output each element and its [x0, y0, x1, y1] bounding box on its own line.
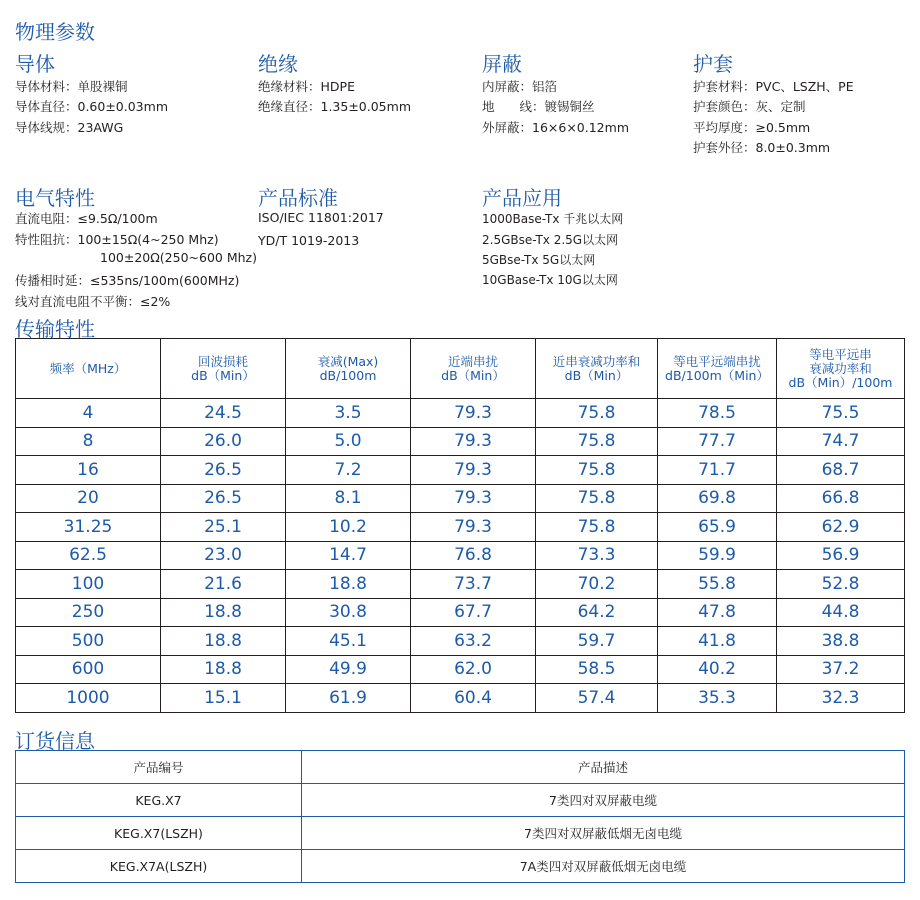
application-10g: 10GBase-Tx 10G以太网: [482, 273, 618, 287]
table-cell: 59.7: [536, 627, 658, 656]
table-cell: 32.3: [777, 684, 905, 713]
shield-outer: 外屏蔽：16×6×0.12mm: [482, 120, 629, 135]
application-5g: 5GBse-Tx 5G以太网: [482, 253, 596, 267]
impedance: 特性阻抗：100±15Ω(4~250 Mhz): [15, 232, 219, 247]
conductor-diameter: 导体直径：0.60±0.03mm: [15, 99, 168, 114]
table-cell: 14.7: [286, 541, 411, 570]
table-cell: 58.5: [536, 655, 658, 684]
table-cell: 69.8: [658, 484, 777, 513]
shield-title: 屏蔽: [482, 52, 522, 76]
table-cell: 18.8: [161, 655, 286, 684]
page-title: 物理参数: [15, 20, 95, 44]
table-row: [16, 817, 905, 850]
insulation-title: 绝缘: [258, 52, 298, 76]
table-cell: 79.3: [411, 513, 536, 542]
electrical-title: 电气特性: [15, 186, 95, 210]
column-header: [161, 339, 286, 399]
table-cell: 38.8: [777, 627, 905, 656]
column-header-line: 衰减功率和: [809, 360, 872, 376]
table-cell: 8.1: [286, 484, 411, 513]
applications-title: 产品应用: [482, 186, 562, 210]
table-cell: 62.5: [16, 541, 161, 570]
table-cell: 40.2: [658, 655, 777, 684]
table-cell: 70.2: [536, 570, 658, 599]
conductor-material: 导体材料：单股裸铜: [15, 79, 128, 94]
standard-iso: ISO/IEC 11801:2017: [258, 210, 384, 225]
transmission-table-header: [16, 339, 905, 399]
jacket-color: 护套颜色：灰、定制: [693, 99, 806, 114]
table-cell: 37.2: [777, 655, 905, 684]
table-row: [16, 784, 905, 817]
conductor-gauge: 导体线规：23AWG: [15, 120, 124, 135]
product-code: KEG.X7: [16, 784, 302, 817]
table-cell: 26.5: [161, 484, 286, 513]
column-header: [658, 339, 777, 399]
table-row: [16, 541, 905, 570]
table-cell: 75.5: [777, 399, 905, 428]
shield-inner: 内屏蔽：铝箔: [482, 79, 558, 94]
table-row: [16, 427, 905, 456]
table-row: [16, 513, 905, 542]
table-cell: 26.0: [161, 427, 286, 456]
table-cell: 73.7: [411, 570, 536, 599]
column-header-line: 回波损耗: [197, 353, 248, 369]
table-cell: 7.2: [286, 456, 411, 485]
ordering-table-header: [16, 751, 905, 784]
table-cell: 68.7: [777, 456, 905, 485]
table-cell: 73.3: [536, 541, 658, 570]
table-cell: 49.9: [286, 655, 411, 684]
table-cell: 62.0: [411, 655, 536, 684]
table-cell: 250: [16, 598, 161, 627]
table-cell: 47.8: [658, 598, 777, 627]
table-cell: 75.8: [536, 427, 658, 456]
column-header: 产品描述: [302, 751, 905, 784]
table-row: [16, 456, 905, 485]
table-cell: 23.0: [161, 541, 286, 570]
product-code: KEG.X7A(LSZH): [16, 850, 302, 883]
product-description: 7类四对双屏蔽电缆: [302, 784, 905, 817]
column-header-line: dB/100m: [319, 367, 377, 383]
jacket-outer-diameter: 护套外径：8.0±0.3mm: [693, 140, 831, 155]
table-cell: 75.8: [536, 399, 658, 428]
column-header: [536, 339, 658, 399]
product-code: KEG.X7(LSZH): [16, 817, 302, 850]
table-cell: 57.4: [536, 684, 658, 713]
table-cell: 10.2: [286, 513, 411, 542]
column-header: [286, 339, 411, 399]
table-cell: 63.2: [411, 627, 536, 656]
application-1000base: 1000Base-Tx 千兆以太网: [482, 212, 624, 226]
standard-ydt: YD/T 1019-2013: [258, 233, 360, 248]
table-row: [16, 399, 905, 428]
column-header: [16, 339, 161, 399]
table-cell: 55.8: [658, 570, 777, 599]
jacket-thickness: 平均厚度：≥0.5mm: [693, 120, 811, 135]
table-cell: 61.9: [286, 684, 411, 713]
column-header-line: 近串衰减功率和: [552, 353, 641, 369]
table-cell: 77.7: [658, 427, 777, 456]
ordering-title: 订货信息: [15, 729, 95, 753]
table-row: [16, 598, 905, 627]
table-cell: 66.8: [777, 484, 905, 513]
table-cell: 18.8: [161, 627, 286, 656]
table-cell: 71.7: [658, 456, 777, 485]
table-cell: 18.8: [286, 570, 411, 599]
column-header-line: dB/100m（Min）: [665, 367, 769, 383]
table-cell: 62.9: [777, 513, 905, 542]
transmission-table: [15, 338, 905, 713]
table-cell: 79.3: [411, 427, 536, 456]
table-cell: 79.3: [411, 399, 536, 428]
table-cell: 16: [16, 456, 161, 485]
table-cell: 5.0: [286, 427, 411, 456]
table-cell: 76.8: [411, 541, 536, 570]
propagation-delay: 传播相时延：≤535ns/100m(600MHz): [15, 273, 240, 288]
table-cell: 26.5: [161, 456, 286, 485]
table-cell: 79.3: [411, 484, 536, 513]
table-cell: 64.2: [536, 598, 658, 627]
table-header-row: [16, 339, 905, 399]
column-header-line: 频率（MHz）: [49, 360, 127, 376]
insulation-diameter: 绝缘直径：1.35±0.05mm: [258, 99, 411, 114]
table-cell: 20: [16, 484, 161, 513]
column-header-line: dB（Min）/100m: [788, 374, 893, 390]
table-cell: 30.8: [286, 598, 411, 627]
table-cell: 35.3: [658, 684, 777, 713]
impedance-high: 100±20Ω(250~600 Mhz): [100, 250, 257, 265]
table-cell: 15.1: [161, 684, 286, 713]
table-cell: 100: [16, 570, 161, 599]
table-cell: 44.8: [777, 598, 905, 627]
column-header-line: dB（Min）: [191, 367, 255, 383]
conductor-title: 导体: [15, 52, 55, 76]
column-header-line: 近端串扰: [447, 353, 498, 369]
table-header-row: [16, 751, 905, 784]
table-cell: 1000: [16, 684, 161, 713]
column-header-line: 衰减(Max): [317, 353, 379, 369]
table-cell: 600: [16, 655, 161, 684]
ordering-table: [15, 750, 905, 883]
column-header-line: 等电平远串: [809, 346, 872, 362]
insulation-material: 绝缘材料：HDPE: [258, 79, 355, 94]
table-row: [16, 627, 905, 656]
table-cell: 67.7: [411, 598, 536, 627]
table-cell: 31.25: [16, 513, 161, 542]
column-header-line: 等电平远端串扰: [673, 353, 761, 369]
table-cell: 75.8: [536, 456, 658, 485]
column-header: [411, 339, 536, 399]
transmission-table-body: [16, 399, 905, 713]
table-cell: 8: [16, 427, 161, 456]
table-cell: 59.9: [658, 541, 777, 570]
table-cell: 52.8: [777, 570, 905, 599]
table-cell: 500: [16, 627, 161, 656]
table-row: [16, 850, 905, 883]
table-row: [16, 655, 905, 684]
column-header: [777, 339, 905, 399]
jacket-title: 护套: [693, 52, 733, 76]
column-header: 产品编号: [16, 751, 302, 784]
table-row: [16, 570, 905, 599]
resistance-unbalance: 线对直流电阻不平衡：≤2%: [15, 294, 171, 309]
table-cell: 4: [16, 399, 161, 428]
table-cell: 24.5: [161, 399, 286, 428]
table-row: [16, 484, 905, 513]
column-header-line: dB（Min）: [441, 367, 505, 383]
table-cell: 56.9: [777, 541, 905, 570]
table-cell: 21.6: [161, 570, 286, 599]
table-cell: 74.7: [777, 427, 905, 456]
table-row: [16, 684, 905, 713]
product-description: 7类四对双屏蔽低烟无卤电缆: [302, 817, 905, 850]
transmission-title: 传输特性: [15, 317, 95, 341]
table-cell: 75.8: [536, 513, 658, 542]
table-cell: 60.4: [411, 684, 536, 713]
table-cell: 18.8: [161, 598, 286, 627]
column-header-line: dB（Min）: [564, 367, 629, 383]
dc-resistance: 直流电阻：≤9.5Ω/100m: [15, 211, 158, 226]
application-2-5g: 2.5GBse-Tx 2.5G以太网: [482, 233, 619, 247]
product-description: 7A类四对双屏蔽低烟无卤电缆: [302, 850, 905, 883]
standards-title: 产品标准: [258, 186, 338, 210]
table-cell: 45.1: [286, 627, 411, 656]
table-cell: 3.5: [286, 399, 411, 428]
table-cell: 25.1: [161, 513, 286, 542]
table-cell: 75.8: [536, 484, 658, 513]
table-cell: 65.9: [658, 513, 777, 542]
jacket-material: 护套材料：PVC、LSZH、PE: [693, 79, 854, 94]
ordering-table-body: [16, 784, 905, 883]
shield-drain-wire: 地 线：镀锡铜丝: [482, 99, 595, 114]
table-cell: 41.8: [658, 627, 777, 656]
table-cell: 78.5: [658, 399, 777, 428]
table-cell: 79.3: [411, 456, 536, 485]
